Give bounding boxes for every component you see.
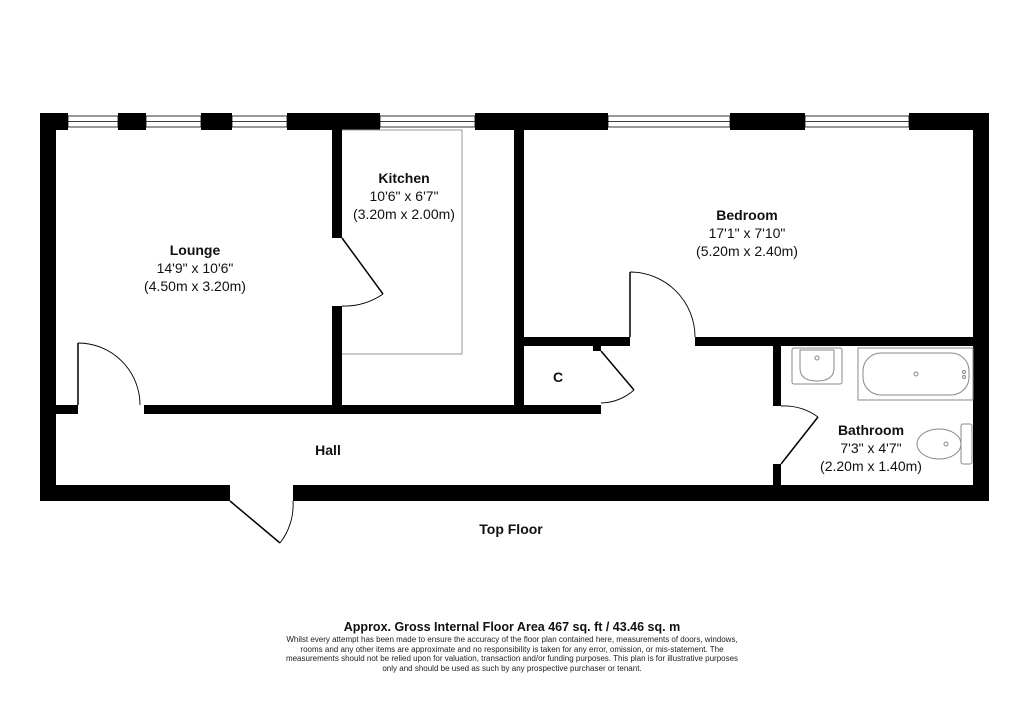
lounge-imperial: 14'9" x 10'6" bbox=[156, 260, 234, 276]
door-cupboard bbox=[601, 351, 634, 403]
cupboard-name: C bbox=[552, 369, 564, 385]
room-label-bedroom bbox=[696, 207, 798, 259]
window-lounge-2 bbox=[146, 116, 201, 127]
disclaimer-line-1: Whilst every attempt has been made to ensure the accuracy of the floor plan contained here, measurements of doors, windows, bbox=[286, 635, 738, 644]
bedroom-name: Bedroom bbox=[716, 207, 778, 223]
floor-label: Top Floor bbox=[479, 521, 543, 537]
window-lounge-3 bbox=[232, 116, 287, 127]
bathroom-metric: (2.20m x 1.40m) bbox=[820, 458, 922, 474]
toilet-icon bbox=[917, 424, 972, 464]
lounge-metric: (4.50m x 3.20m) bbox=[144, 278, 246, 294]
window-bedroom-1 bbox=[608, 116, 730, 127]
room-label-bathroom bbox=[820, 422, 922, 474]
disclaimer-line-3: measurements should not be relied upon for valuation, transaction and/or funding purposes. This plan is for illustrative purposes bbox=[285, 654, 739, 663]
hall-name: Hall bbox=[315, 442, 341, 458]
room-label-kitchen bbox=[353, 170, 455, 222]
window-kitchen bbox=[380, 116, 475, 127]
footer bbox=[262, 620, 762, 673]
interior-walls bbox=[56, 130, 973, 485]
door-bedroom bbox=[630, 272, 695, 337]
kitchen-name: Kitchen bbox=[378, 170, 430, 186]
door-kitchen bbox=[342, 238, 383, 306]
lounge-name: Lounge bbox=[169, 242, 221, 258]
bath-icon bbox=[858, 348, 973, 400]
door-lounge bbox=[78, 343, 140, 405]
bedroom-imperial: 17'1" x 7'10" bbox=[708, 225, 786, 241]
kitchen-imperial: 10'6" x 6'7" bbox=[369, 188, 439, 204]
bedroom-metric: (5.20m x 2.40m) bbox=[696, 243, 798, 259]
floor-area-title: Approx. Gross Internal Floor Area 467 sq. ft / 43.46 sq. m bbox=[343, 620, 681, 634]
window-lounge-1 bbox=[68, 116, 118, 127]
bathroom-imperial: 7'3" x 4'7" bbox=[840, 440, 902, 456]
door-entrance bbox=[230, 501, 293, 543]
bathroom-name: Bathroom bbox=[837, 422, 905, 438]
door-bathroom bbox=[781, 406, 818, 464]
kitchen-worktop bbox=[342, 130, 462, 354]
window-bedroom-2 bbox=[805, 116, 909, 127]
kitchen-metric: (3.20m x 2.00m) bbox=[353, 206, 455, 222]
disclaimer-line-4: only and should be used as such by any prospective purchaser or tenant. bbox=[382, 663, 642, 673]
basin-icon bbox=[792, 348, 842, 384]
disclaimer-line-2: rooms and any other items are approximate and no responsibility is taken for any error, omission, or mis-statement. The bbox=[300, 644, 724, 654]
room-label-lounge bbox=[144, 242, 246, 294]
